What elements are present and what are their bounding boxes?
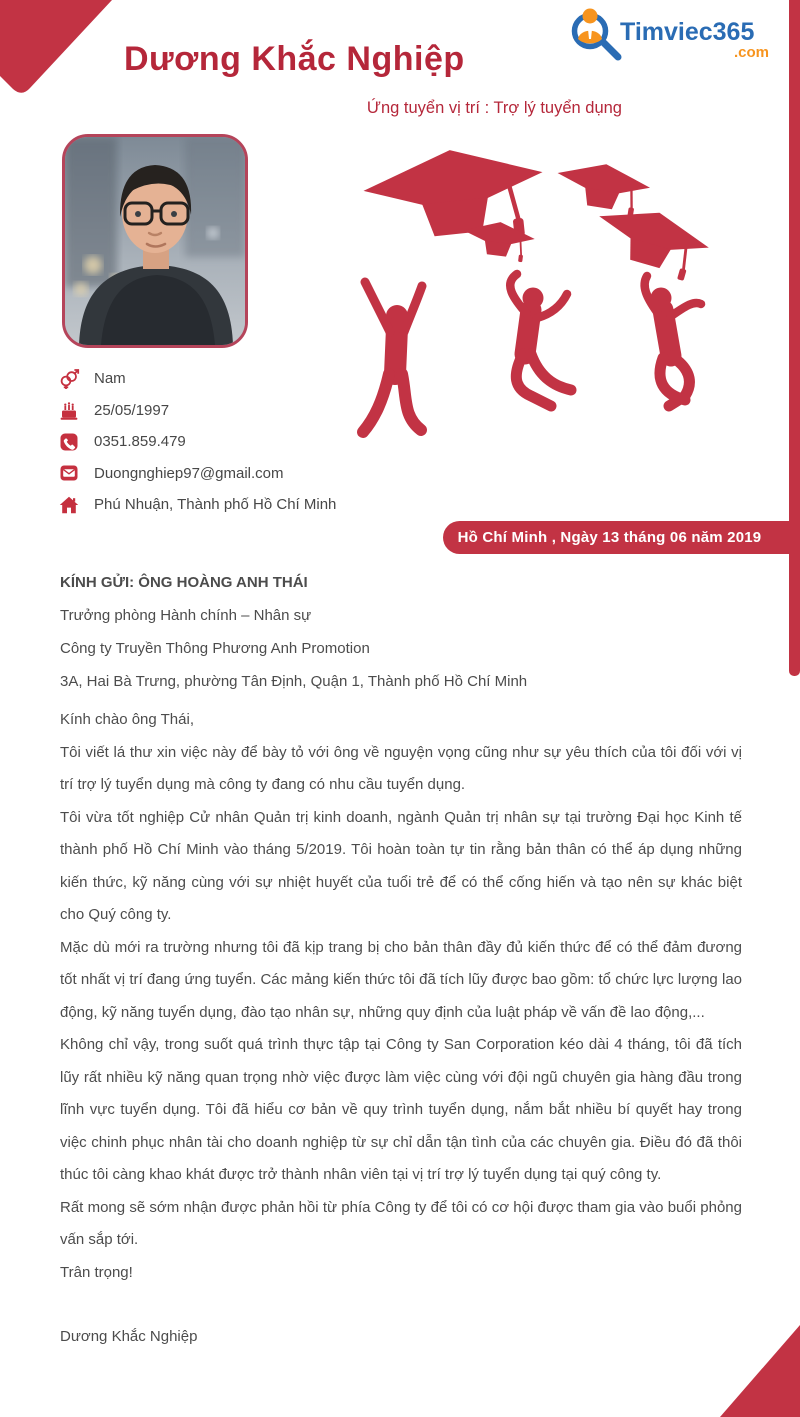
letter-paragraph: Rất mong sẽ sớm nhận được phản hồi từ phía Công ty để tôi có cơ hội được tham gia vào buổi phỏng vấn sắp tới.: [60, 1198, 742, 1248]
letter-paragraph: Mặc dù mới ra trường nhưng tôi đã kịp trang bị cho bản thân đầy đủ kiến thức để có thể đảm đương tốt nhất vị trí đang ứng tuyển. Các mảng kiến thức tôi đã tích lũy được bao gồm: tổ chức lực lượng lao động, kỹ năng tuyển dụng, đào tạo nhân sự, những quy định của luật pháp về vấn đề lao động,...: [60, 938, 742, 1021]
phone-icon: [58, 431, 80, 453]
contact-row-email: [58, 458, 438, 490]
timviec365-logo: [566, 6, 778, 64]
recipient-address: 3A, Hai Bà Trưng, phường Tân Định, Quận 1, Thành phố Hồ Chí Minh: [60, 673, 528, 690]
email-value: Duongnghiep97@gmail.com: [94, 464, 284, 482]
greeting-line: Kính chào ông Thái,: [60, 711, 194, 728]
birthday-value: 25/05/1997: [94, 401, 170, 419]
closing-line: Trân trọng!: [60, 1263, 133, 1281]
phone-value: 0351.859.479: [94, 433, 186, 451]
recipient-name: ÔNG HOÀNG ANH THÁI: [138, 574, 308, 591]
recipient-company: Công ty Truyền Thông Phương Anh Promotion: [60, 640, 370, 657]
recipient-title: Trưởng phòng Hành chính – Nhân sự: [60, 607, 312, 624]
jumping-person-silhouette: [645, 276, 701, 406]
letter-paragraph: Tôi vừa tốt nghiệp Cử nhân Quản trị kinh doanh, ngành Quản trị nhân sự tại trường Đại học Kinh tế thành phố Hồ Chí Minh vào tháng 5/2019. Tôi hoàn toàn tự tin rằng bản thân có thể áp dụng những kiến thức, kỹ năng cùng với sự nhiệt huyết của tuổi trẻ để có thể cống hiến và tạo nên sự khác biệt cho Quý công ty.: [60, 808, 742, 923]
home-icon: [58, 494, 80, 516]
letter-paragraph: Không chỉ vậy, trong suốt quá trình thực tập tại Công ty San Corporation kéo dài 4 tháng, tôi đã tích lũy rất nhiều kỹ năng quan trọng nhờ việc được làm việc cùng với đội ngũ chuyên gia hàng đầu trong lĩnh vực tuyển dụng. Tôi đã hiểu cơ bản về quy trình tuyển dụng, nắm bắt nhiều bí quyết hay trong việc chinh phục nhân tài cho doanh nghiệp từ sự chỉ dẫn tận tình của các chuyên gia. Điều đó đã thôi thúc tôi càng khao khát được trở thành nhân viên tại vị trí trợ lý tuyển dụng tại quý công ty.: [60, 1036, 742, 1183]
logo-tld: .com: [734, 44, 770, 61]
corner-ribbon-decoration: [0, 0, 140, 110]
graduation-cap-icon: [588, 197, 714, 285]
portrait-illustration: [65, 137, 245, 345]
profile-photo: [62, 134, 248, 348]
right-edge-bar: [789, 0, 800, 676]
applied-position: Ứng tuyển vị trí : Trợ lý tuyển dụng: [366, 99, 622, 117]
date-location-banner: [443, 521, 800, 554]
contact-row-address: [58, 489, 438, 521]
contact-row-phone: [58, 426, 438, 458]
logo-text: Timviec365: [620, 18, 755, 46]
email-icon: [58, 462, 80, 484]
contact-info-list: [58, 363, 438, 521]
gender-icon: [58, 368, 80, 390]
letter-body: [60, 566, 742, 1354]
magnifier-person-icon: [575, 9, 619, 58]
signature-name: Dương Khắc Nghiệp: [60, 1328, 198, 1345]
recipient-line: [60, 566, 742, 599]
graduation-cap-icon: [553, 157, 653, 219]
letter-paragraph: Tôi viết lá thư xin việc này để bày tỏ với ông về nguyện vọng cũng như sự yêu thích của tôi đối với vị trí trợ lý tuyển dụng mà công ty đang có nhu cầu tuyển dụng.: [60, 743, 742, 793]
jumping-person-silhouette: [510, 274, 571, 406]
candidate-name-title: Dương Khắc Nghiệp: [124, 40, 465, 78]
recipient-prefix: KÍNH GỬI:: [60, 574, 139, 591]
gender-value: Nam: [94, 370, 126, 388]
contact-row-birthday: [58, 395, 438, 427]
contact-row-gender: [58, 363, 438, 395]
address-value: Phú Nhuận, Thành phố Hồ Chí Minh: [94, 496, 337, 514]
date-location-text: Hồ Chí Minh , Ngày 13 tháng 06 năm 2019: [457, 529, 762, 546]
birthday-icon: [58, 399, 80, 421]
